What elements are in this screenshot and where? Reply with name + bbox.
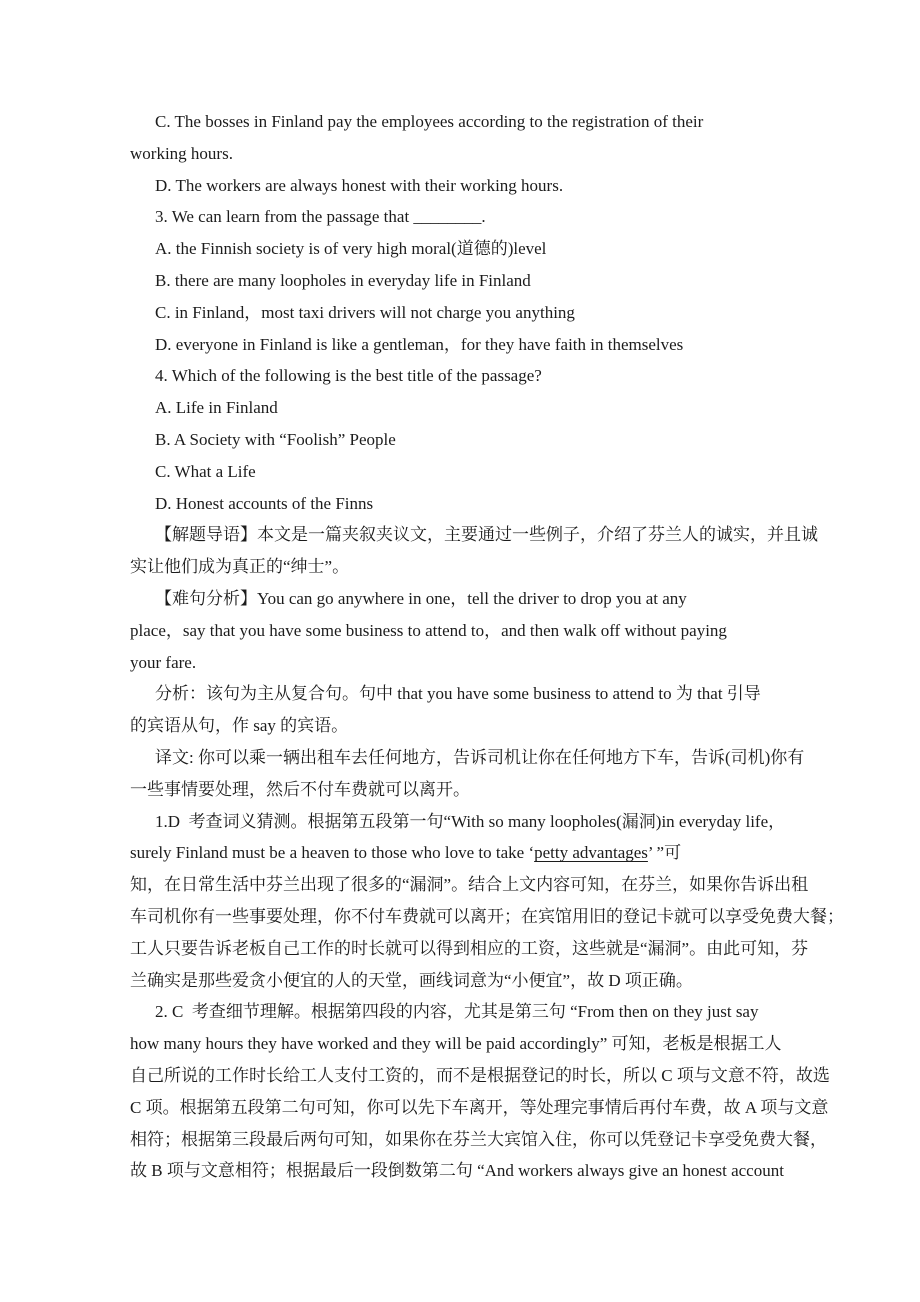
q3-option-d: D. everyone in Finland is like a gentleman，for they have faith in themselves	[155, 334, 684, 354]
answer2-line3: 自己所说的工作时长给工人支付工资的，而不是根据登记的时长，所以 C 项与文意不符，故选	[130, 1065, 830, 1085]
difficult-sentence-line3: your fare.	[130, 652, 197, 672]
answer2-line1: 2. C 考查细节理解。根据第四段的内容，尤其是第三句 “From then on they just say	[155, 1002, 759, 1022]
guide-note-line2: 实让他们成为真正的“绅士”。	[130, 557, 350, 577]
answer2-line6: 故 B 项与文意相符；根据最后一段倒数第二句 “And workers always give an honest account	[130, 1161, 784, 1181]
translation-line1: 译文: 你可以乘一辆出租车去任何地方，告诉司机让你在任何地方下车，告诉(司机)你有	[155, 747, 805, 767]
translation-line2: 一些事情要处理，然后不付车费就可以离开。	[130, 779, 470, 799]
answer1-line1: 1.D 考查词义猜测。根据第五段第一句“With so many loopholes(漏洞)in everyday life，	[155, 811, 786, 831]
answer2-line2: how many hours they have worked and they will be paid accordingly” 可知，老板是根据工人	[130, 1034, 782, 1054]
document-text-block	[130, 106, 844, 1187]
q3-option-c: C. in Finland，most taxi drivers will not charge you anything	[155, 302, 575, 322]
guide-note-line1: 【解题导语】本文是一篇夹叙夹议文，主要通过一些例子，介绍了芬兰人的诚实，并且诚	[155, 525, 818, 545]
q2-option-c-line2: working hours.	[130, 143, 233, 163]
answer1-line2	[130, 837, 830, 869]
q4-option-a: A. Life in Finland	[155, 398, 278, 418]
difficult-sentence-line2: place，say that you have some business to attend to，and then walk off without paying	[130, 620, 727, 640]
q4-stem: 4. Which of the following is the best title of the passage?	[155, 366, 542, 386]
underlined-phrase-petty-advantages: petty advantages	[534, 843, 648, 863]
q4-option-b: B. A Society with “Foolish” People	[155, 429, 396, 449]
answer1-line6: 兰确实是那些爱贪小便宜的人的天堂，画线词意为“小便宜”，故 D 项正确。	[130, 970, 693, 990]
q2-option-d: D. The workers are always honest with their working hours.	[155, 175, 564, 195]
q4-option-c: C. What a Life	[155, 461, 256, 481]
answer2-line5: 相符；根据第三段最后两句可知，如果你在芬兰大宾馆入住，你可以凭登记卡享受免费大餐，	[130, 1129, 827, 1149]
q3-option-a: A. the Finnish society is of very high moral(道德的)level	[155, 239, 547, 259]
analysis-line1: 分析：该句为主从复合句。句中 that you have some business to attend to 为 that 引导	[155, 684, 761, 704]
q4-option-d: D. Honest accounts of the Finns	[155, 493, 374, 513]
q3-option-b: B. there are many loopholes in everyday life in Finland	[155, 270, 531, 290]
answer1-line3: 知，在日常生活中芬兰出现了很多的“漏洞”。结合上文内容可知，在芬兰，如果你告诉出租	[130, 875, 809, 895]
answer1-line2-post: ’ ”可	[647, 843, 682, 863]
q2-option-c-line1: C. The bosses in Finland pay the employees according to the registration of their	[155, 112, 704, 131]
difficult-sentence-line1: 【难句分析】You can go anywhere in one，tell the driver to drop you at any	[155, 588, 687, 608]
q3-stem: 3. We can learn from the passage that ________.	[155, 207, 486, 227]
answer2-line4: C 项。根据第五段第二句可知，你可以先下车离开，等处理完事情后再付车费，故 A 项与文意	[130, 1097, 829, 1117]
analysis-line2: 的宾语从句，作 say 的宾语。	[130, 716, 349, 736]
answer1-line5: 工人只要告诉老板自己工作的时长就可以得到相应的工资，这些就是“漏洞”。由此可知，芬	[130, 938, 809, 958]
answer1-line2-pre: surely Finland must be a heaven to those who love to take ‘	[130, 843, 535, 863]
answer1-line4: 车司机你有一些事要处理，你不付车费就可以离开；在宾馆用旧的登记卡就可以享受免费大餐；	[130, 906, 844, 926]
